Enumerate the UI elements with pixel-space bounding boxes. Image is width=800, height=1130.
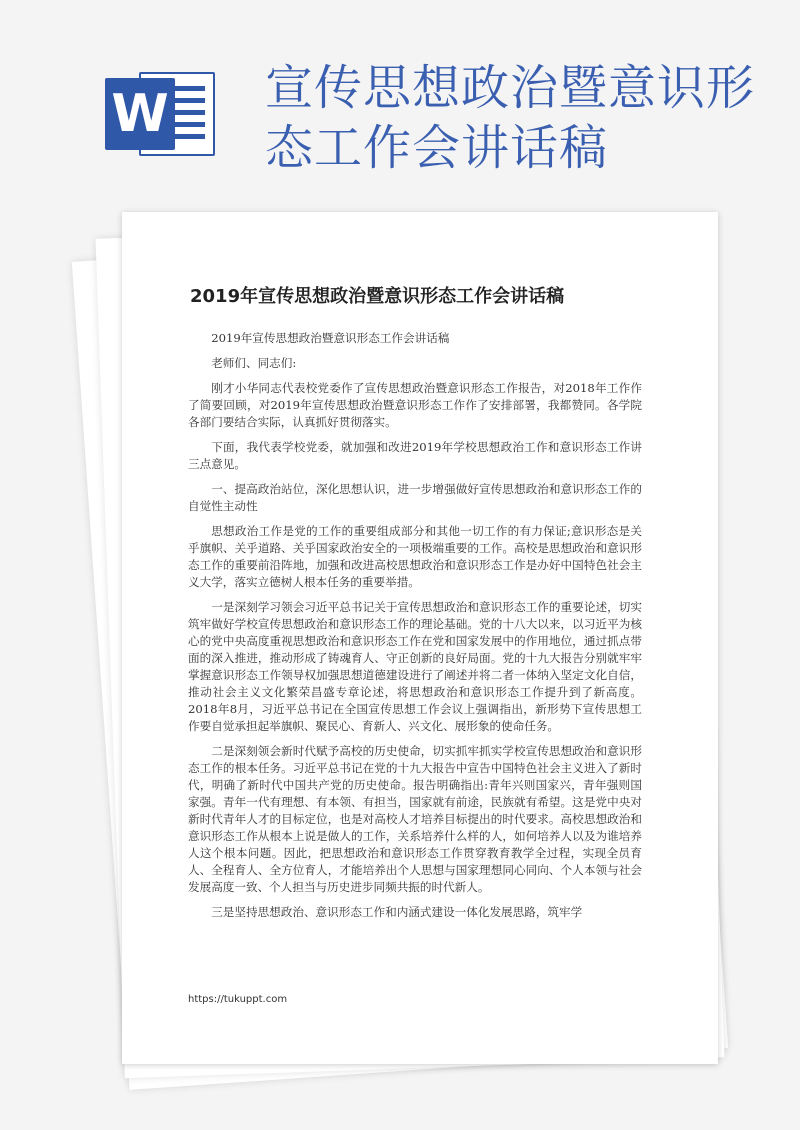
- document-page: [122, 212, 718, 1064]
- section-heading: 一、提高政治站位，深化思想认识，进一步增强做好宣传思想政治和意识形态工作的自觉性主动性: [188, 482, 642, 513]
- paragraph: 二是深刻领会新时代赋予高校的历史使命，切实抓牢抓实学校宣传思想政治和意识形态工作的根本任务。习近平总书记在党的十九大报告中宣告中国特色社会主义进入了新时代，明确了新时代中国共产党的历史使命。报告明确指出:青年兴则国家兴，青年强则国家强。青年一代有理想、有本领、有担当，国家就有前途，民族就有希望。这是党中央对新时代青年人才的目标定位，也是对高校人才培养目标提出的时代要求。高校思想政治和意识形态工作从根本上说是做人的工作，关系培养什么样的人，如何培养人以及为谁培养人这个根本问题。因此，把思想政治和意识形态工作贯穿教育教学全过程，实现全员育人、全程育人、全方位育人，才能培养出个人思想与国家理想同心同向、个人本领与社会发展高度一致、个人担当与历史进步同频共振的时代新人。: [188, 744, 642, 894]
- banner-title: 宣传思想政治暨意识形态工作会讲话稿: [265, 60, 756, 176]
- paragraph: 三是坚持思想政治、意识形态工作和内涵式建设一体化发展思路，筑牢学: [211, 905, 583, 919]
- paragraph-subtitle: 2019年宣传思想政治暨意识形态工作会讲话稿: [211, 331, 450, 345]
- paragraph: 刚才小华同志代表校党委作了宣传思想政治暨意识形态工作报告，对2018年工作作了简要回顾，对2019年宣传思想政治暨意识形态工作作了安排部署，我都赞同。各学院各部门要结合实际，认真抓好贯彻落实。: [188, 381, 642, 429]
- paragraph-salutation: 老师们、同志们:: [211, 356, 297, 370]
- paragraph: 一是深刻学习领会习近平总书记关于宣传思想政治和意识形态工作的重要论述，切实筑牢做好学校宣传思想政治和意识形态工作的理论基础。党的十八大以来，以习近平为核心的党中央高度重视思想政治和意识形态工作在党和国家发展中的作用地位，通过抓点带面的深入推进，推动形成了铸魂育人、守正创新的良好局面。党的十九大报告分别就牢牢掌握意识形态工作领导权加强思想道德建设进行了阐述并将二者一体纳入坚定文化自信，推动社会主义文化繁荣昌盛专章论述，将思想政治和意识形态工作提升到了新高度。2018年8月，习近平总书记在全国宣传思想工作会议上强调指出，新形势下宣传思想工作要自觉承担起举旗帜、聚民心、育新人、兴文化、展形象的使命任务。: [188, 600, 642, 733]
- paragraph: 思想政治工作是党的工作的重要组成部分和其他一切工作的有力保证;意识形态是关乎旗帜、关乎道路、关乎国家政治安全的一项极端重要的工作。高校是思想政治和意识形态工作的重要前沿阵地，加强和改进高校思想政治和意识形态工作是办好中国特色社会主义大学，落实立德树人根本任务的重要举措。: [188, 524, 642, 589]
- document-heading: 2019年宣传思想政治暨意识形态工作会讲话稿: [190, 286, 565, 307]
- document-body: [188, 330, 642, 929]
- paragraph: 下面，我代表学校党委，就加强和改进2019年学校思想政治工作和意识形态工作讲三点意见。: [188, 440, 642, 471]
- footer-url: https://tukuppt.com: [188, 994, 288, 1005]
- word-logo-letter: W: [105, 78, 175, 150]
- word-document-icon: [105, 72, 215, 156]
